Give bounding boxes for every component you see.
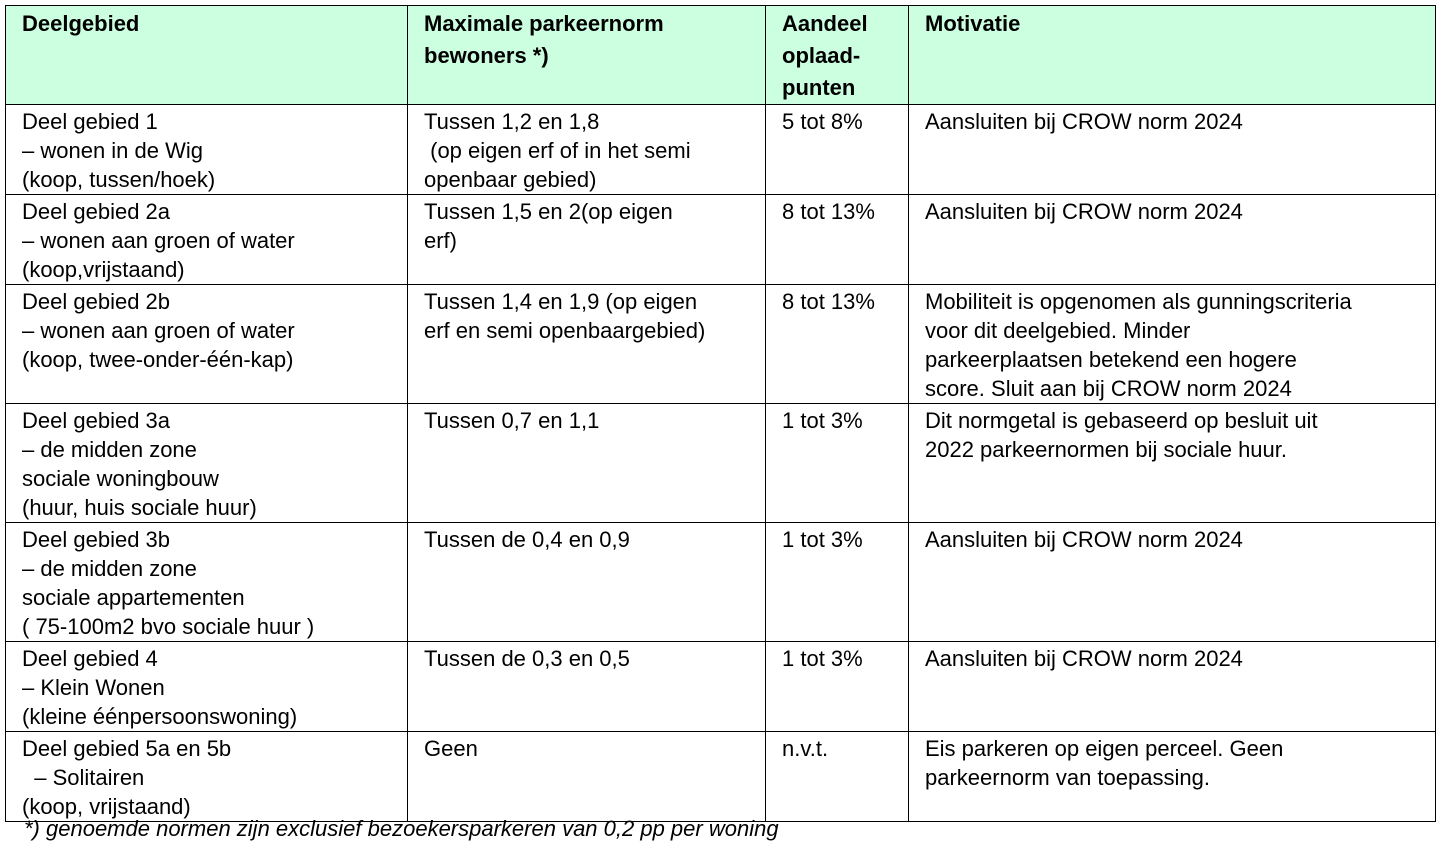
cell-oplaadpunten <box>766 732 909 822</box>
header-line: Motivatie <box>925 11 1021 36</box>
cell-line: Aansluiten bij CROW norm 2024 <box>925 109 1243 134</box>
cell-motivatie <box>909 195 1436 285</box>
cell-line: score. Sluit aan bij CROW norm 2024 <box>925 376 1292 401</box>
cell-line: Deel gebied 2a <box>22 199 171 224</box>
cell-parkeernorm <box>408 195 766 285</box>
cell-parkeernorm <box>408 285 766 404</box>
cell-line: sociale woningbouw <box>22 466 219 491</box>
cell-line: voor dit deelgebied. Minder <box>925 318 1191 343</box>
table-row <box>6 404 1436 523</box>
cell-line: 1 tot 3% <box>782 646 863 671</box>
cell-line: 5 tot 8% <box>782 109 863 134</box>
cell-line: Tussen de 0,3 en 0,5 <box>424 646 630 671</box>
cell-line: 8 tot 13% <box>782 199 875 224</box>
cell-line: Eis parkeren op eigen perceel. Geen <box>925 736 1284 761</box>
cell-line: Tussen 1,5 en 2(op eigen <box>424 199 673 224</box>
cell-motivatie <box>909 523 1436 642</box>
header-line: oplaad- <box>782 43 861 68</box>
cell-line: (koop, vrijstaand) <box>22 794 191 819</box>
table-row <box>6 523 1436 642</box>
cell-deelgebied <box>6 404 408 523</box>
table-row <box>6 195 1436 285</box>
cell-parkeernorm <box>408 732 766 822</box>
cell-motivatie <box>909 285 1436 404</box>
table-header-row <box>6 6 1436 105</box>
cell-deelgebied <box>6 732 408 822</box>
cell-deelgebied <box>6 195 408 285</box>
cell-line: ( 75-100m2 bvo sociale huur ) <box>22 614 315 639</box>
cell-oplaadpunten <box>766 285 909 404</box>
cell-oplaadpunten <box>766 105 909 195</box>
cell-parkeernorm <box>408 523 766 642</box>
cell-oplaadpunten <box>766 404 909 523</box>
cell-line: 1 tot 3% <box>782 408 863 433</box>
cell-line: (koop,vrijstaand) <box>22 257 185 282</box>
cell-deelgebied <box>6 105 408 195</box>
cell-line: – Klein Wonen <box>22 675 165 700</box>
parking-norm-table <box>5 5 1436 822</box>
cell-deelgebied <box>6 285 408 404</box>
cell-motivatie <box>909 404 1436 523</box>
cell-line: Geen <box>424 736 478 761</box>
cell-line: Deel gebied 3b <box>22 527 171 552</box>
cell-line: Aansluiten bij CROW norm 2024 <box>925 199 1243 224</box>
cell-line: 2022 parkeernormen bij sociale huur. <box>925 437 1288 462</box>
cell-motivatie <box>909 105 1436 195</box>
footnote: *) genoemde normen zijn exclusief bezoekersparkeren van 0,2 pp per woning <box>24 816 779 841</box>
cell-line: – de midden zone <box>22 556 197 581</box>
cell-line: Mobiliteit is opgenomen als gunningscriteria <box>925 289 1352 314</box>
table-row <box>6 105 1436 195</box>
cell-deelgebied <box>6 523 408 642</box>
cell-line: – de midden zone <box>22 437 197 462</box>
header-oplaadpunten <box>766 6 909 105</box>
header-line: punten <box>782 75 856 100</box>
cell-line: parkeernorm van toepassing. <box>925 765 1210 790</box>
cell-line: (huur, huis sociale huur) <box>22 495 257 520</box>
table-row <box>6 285 1436 404</box>
header-deelgebied <box>6 6 408 105</box>
cell-parkeernorm <box>408 404 766 523</box>
cell-line: Aansluiten bij CROW norm 2024 <box>925 646 1243 671</box>
header-line: bewoners *) <box>424 43 549 68</box>
cell-parkeernorm <box>408 105 766 195</box>
cell-deelgebied <box>6 642 408 732</box>
cell-line: n.v.t. <box>782 736 829 761</box>
cell-line: (kleine éénpersoonswoning) <box>22 704 298 729</box>
cell-oplaadpunten <box>766 195 909 285</box>
header-motivatie <box>909 6 1436 105</box>
cell-oplaadpunten <box>766 642 909 732</box>
cell-line: Tussen 1,4 en 1,9 (op eigen <box>424 289 698 314</box>
table-row <box>6 732 1436 822</box>
cell-line: Tussen de 0,4 en 0,9 <box>424 527 630 552</box>
cell-motivatie <box>909 642 1436 732</box>
cell-line: – Solitairen <box>22 765 145 790</box>
cell-line: Aansluiten bij CROW norm 2024 <box>925 527 1243 552</box>
cell-motivatie <box>909 732 1436 822</box>
header-line: Aandeel <box>782 11 868 36</box>
cell-line: 8 tot 13% <box>782 289 875 314</box>
cell-line: sociale appartementen <box>22 585 245 610</box>
cell-line: (koop, twee-onder-één-kap) <box>22 347 294 372</box>
cell-line: – wonen in de Wig <box>22 138 203 163</box>
cell-line: – wonen aan groen of water <box>22 228 295 253</box>
cell-line: (op eigen erf of in het semi <box>424 138 691 163</box>
cell-line: erf) <box>424 228 457 253</box>
cell-line: Tussen 1,2 en 1,8 <box>424 109 600 134</box>
cell-line: Dit normgetal is gebaseerd op besluit uit <box>925 408 1318 433</box>
table-row <box>6 642 1436 732</box>
cell-line: (koop, tussen/hoek) <box>22 167 216 192</box>
cell-line: openbaar gebied) <box>424 167 597 192</box>
cell-line: Tussen 0,7 en 1,1 <box>424 408 600 433</box>
header-parkeernorm <box>408 6 766 105</box>
cell-line: parkeerplaatsen betekend een hogere <box>925 347 1297 372</box>
cell-line: Deel gebied 1 <box>22 109 158 134</box>
cell-parkeernorm <box>408 642 766 732</box>
header-line: Deelgebied <box>22 11 140 36</box>
cell-line: Deel gebied 2b <box>22 289 171 314</box>
cell-line: 1 tot 3% <box>782 527 863 552</box>
cell-oplaadpunten <box>766 523 909 642</box>
cell-line: – wonen aan groen of water <box>22 318 295 343</box>
cell-line: Deel gebied 3a <box>22 408 171 433</box>
cell-line: Deel gebied 4 <box>22 646 158 671</box>
cell-line: erf en semi openbaargebied) <box>424 318 706 343</box>
cell-line: Deel gebied 5a en 5b <box>22 736 232 761</box>
table-body <box>6 105 1436 822</box>
header-line: Maximale parkeernorm <box>424 11 664 36</box>
